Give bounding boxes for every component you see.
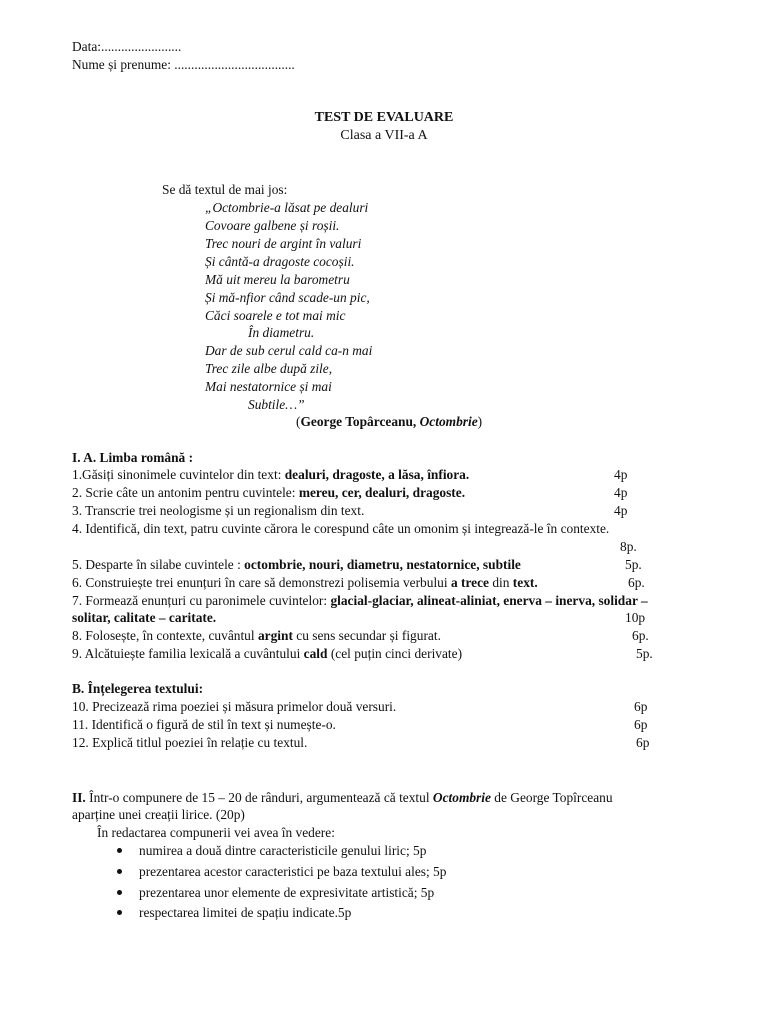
- poem-line: Trec nouri de argint în valuri: [205, 236, 362, 251]
- question-9-points: 5p.: [636, 646, 653, 661]
- question-5-points: 5p.: [625, 557, 642, 572]
- class-subtitle: Clasa a VII-a A: [340, 128, 428, 143]
- poem-line: Dar de sub cerul cald ca-n mai: [205, 343, 373, 358]
- bullet-icon: [117, 890, 122, 895]
- question-12: 12. Explică titlul poeziei în relație cu textul.: [72, 735, 308, 750]
- poem-line: Și cântă-a dragoste cocoșii.: [205, 254, 355, 269]
- poem-line: Mă uit mereu la barometru: [205, 272, 350, 287]
- requirement-item: prezentarea acestor caracteristici pe baza textului ales; 5p: [139, 864, 447, 879]
- poem-line: Subtile…”: [248, 397, 305, 412]
- question-10: 10. Precizează rima poeziei și măsura primelor două versuri.: [72, 699, 397, 714]
- requirement-item: respectarea limitei de spațiu indicate.5p: [139, 905, 352, 920]
- question-6-points: 6p.: [628, 575, 645, 590]
- section-a-heading: I. A. Limba română :: [72, 450, 194, 465]
- question-7-points: 10p: [625, 610, 646, 625]
- date-field: Data:........................: [72, 39, 182, 54]
- requirement-item: numirea a două dintre caracteristicile genului liric; 5p: [139, 843, 427, 858]
- question-6: 6. Construiește trei enunțuri în care să demonstrezi polisemia verbului a trece din text.: [72, 575, 538, 590]
- question-4: 4. Identifică, din text, patru cuvinte cărora le corespund câte un omonim și integrează-le în contexte.: [72, 521, 610, 536]
- section-2-line-2: aparține unei creații lirice. (20p): [72, 807, 245, 822]
- question-11-points: 6p: [634, 717, 648, 732]
- question-7: 7. Formează enunțuri cu paronimele cuvintelor: glacial-glaciar, alineat-aliniat, enerva – inerva, solidar –: [72, 593, 648, 608]
- section-b-heading: B. Înțelegerea textului:: [72, 681, 204, 696]
- requirement-item: prezentarea unor elemente de expresivitate artistică; 5p: [139, 885, 435, 900]
- question-9: 9. Alcătuiește familia lexicală a cuvântului cald (cel puțin cinci derivate): [72, 646, 463, 661]
- bullet-icon: [117, 910, 122, 915]
- question-5: 5. Desparte în silabe cuvintele : octombrie, nouri, diametru, nestatornice, subtile: [72, 557, 521, 572]
- poem-intro: Se dă textul de mai jos:: [162, 182, 288, 197]
- name-field: Nume și prenume: ....................................: [72, 57, 295, 72]
- poem-line: Și mă-nfior când scade-un pic,: [205, 290, 370, 305]
- bullet-icon: [117, 869, 122, 874]
- poem-line: În diametru.: [248, 325, 315, 340]
- poem-line: Covoare galbene și roșii.: [205, 218, 340, 233]
- section-2-line-1: II. Într-o compunere de 15 – 20 de rânduri, argumentează că textul Octombrie de George Topîrceanu: [72, 790, 613, 805]
- section-2-instruction: În redactarea compunerii vei avea în vedere:: [97, 825, 335, 840]
- poem-line: Mai nestatornice și mai: [205, 379, 332, 394]
- question-11: 11. Identifică o figură de stil în text și numește-o.: [72, 717, 336, 732]
- question-10-points: 6p: [634, 699, 648, 714]
- question-7-continued: solitar, calitate – caritate.: [72, 610, 217, 625]
- question-3: 3. Transcrie trei neologisme și un regionalism din text.: [72, 503, 365, 518]
- question-3-points: 4p: [614, 503, 628, 518]
- test-title: TEST DE EVALUARE: [314, 110, 454, 125]
- question-1-points: 4p: [614, 467, 628, 482]
- poem-line: Trec zile albe după zile,: [205, 361, 333, 376]
- bullet-icon: [117, 848, 122, 853]
- poem-line: „Octombrie-a lăsat pe dealuri: [205, 200, 369, 215]
- question-1: 1.Găsiți sinonimele cuvintelor din text: dealuri, dragoste, a lăsa, înfiora.: [72, 467, 470, 482]
- question-12-points: 6p: [636, 735, 650, 750]
- poem-line: Căci soarele e tot mai mic: [205, 308, 346, 323]
- question-8: 8. Folosește, în contexte, cuvântul argint cu sens secundar și figurat.: [72, 628, 441, 643]
- question-8-points: 6p.: [632, 628, 649, 643]
- question-2: 2. Scrie câte un antonim pentru cuvintele: mereu, cer, dealuri, dragoste.: [72, 485, 466, 500]
- poem-attribution: (George Topârceanu, Octombrie): [296, 414, 483, 429]
- question-4-points: 8p.: [620, 539, 637, 554]
- question-2-points: 4p: [614, 485, 628, 500]
